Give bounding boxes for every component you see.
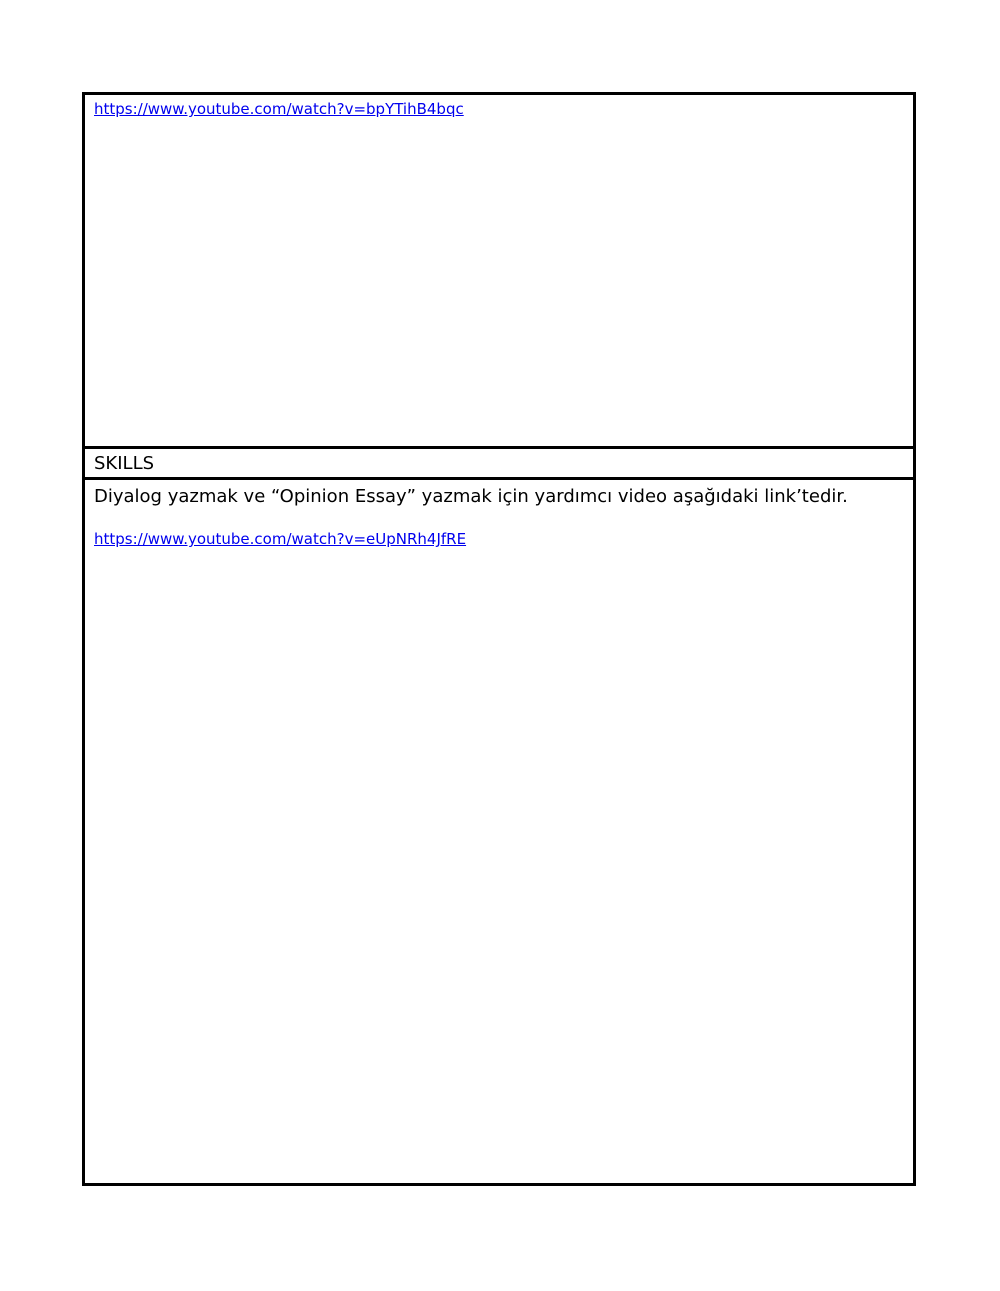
- worksheet-table: [82, 92, 916, 1186]
- skills-header: SKILLS: [85, 449, 913, 480]
- youtube-link-2[interactable]: https://www.youtube.com/watch?v=eUpNRh4JfRE: [94, 530, 467, 548]
- video-link-cell: [85, 95, 913, 449]
- skills-description: Diyalog yazmak ve “Opinion Essay” yazmak için yardımcı video aşağıdaki link’tedir.: [94, 486, 848, 507]
- skills-content-cell: [85, 480, 913, 1183]
- youtube-link-1[interactable]: https://www.youtube.com/watch?v=bpYTihB4bqc: [94, 100, 464, 118]
